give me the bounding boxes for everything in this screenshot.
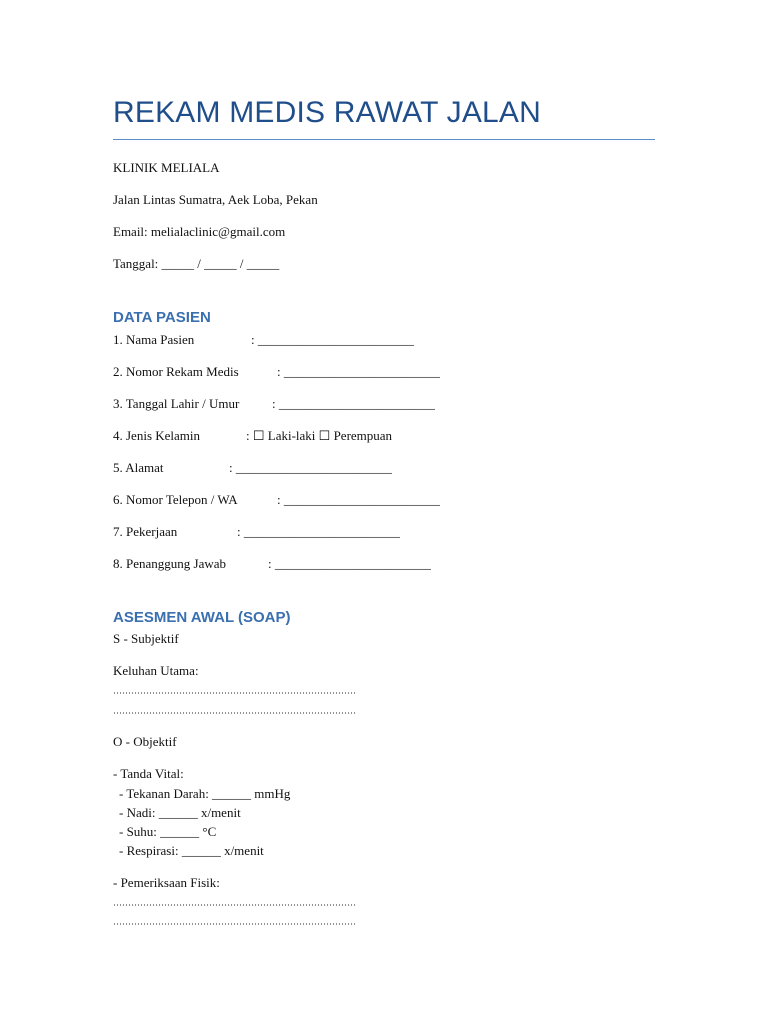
field-label: 1. Nama Pasien [113,332,195,347]
chief-complaint-dotted-line-2[interactable] [113,712,356,714]
field-label: 6. Nomor Telepon / WA [113,492,238,507]
physical-exam-dotted-line-2[interactable] [113,923,356,925]
vital-blood-pressure[interactable]: - Tekanan Darah: ______ mmHg [119,786,291,801]
vital-signs-label: - Tanda Vital: [113,766,184,781]
field-blank[interactable]: : ________________________ [277,492,440,507]
date-line: Tanggal: _____ / _____ / _____ [113,256,280,271]
clinic-address: Jalan Lintas Sumatra, Aek Loba, Pekan [113,192,318,207]
clinic-email: Email: melialaclinic@gmail.com [113,224,286,239]
patient-data-heading: DATA PASIEN [113,309,211,326]
field-label: 8. Penanggung Jawab [113,556,227,571]
field-label: 3. Tanggal Lahir / Umur [113,396,240,411]
soap-heading: ASESMEN AWAL (SOAP) [113,609,291,626]
physical-exam-dotted-line-1[interactable] [113,904,356,906]
physical-exam-label: - Pemeriksaan Fisik: [113,875,220,890]
field-address [113,460,392,476]
field-medical-record-number [113,364,440,380]
field-occupation [113,524,400,540]
field-label: 7. Pekerjaan [113,524,178,539]
field-gender [113,428,392,444]
chief-complaint-dotted-line-1[interactable] [113,692,356,694]
field-blank[interactable]: : ________________________ [229,460,392,475]
field-patient-name [113,332,414,348]
vital-temperature[interactable]: - Suhu: ______ °C [119,824,217,839]
field-label: 5. Alamat [113,460,164,475]
document-title: REKAM MEDIS RAWAT JALAN [113,96,541,129]
field-blank[interactable]: : ________________________ [272,396,435,411]
gender-checkboxes[interactable]: : ☐ Laki-laki ☐ Perempuan [246,428,393,443]
chief-complaint-label: Keluhan Utama: [113,663,199,678]
field-blank[interactable]: : ________________________ [237,524,400,539]
subjective-label: S - Subjektif [113,631,179,646]
field-label: 4. Jenis Kelamin [113,428,201,443]
field-blank[interactable]: : ________________________ [277,364,440,379]
vital-pulse[interactable]: - Nadi: ______ x/menit [119,805,241,820]
title-underline [113,139,655,140]
vital-respiration[interactable]: - Respirasi: ______ x/menit [119,843,264,858]
field-label: 2. Nomor Rekam Medis [113,364,239,379]
field-blank[interactable]: : ________________________ [268,556,431,571]
field-guardian [113,556,431,572]
field-phone [113,492,440,508]
field-blank[interactable]: : ________________________ [251,332,414,347]
field-birthdate-age [113,396,435,412]
objective-label: O - Objektif [113,734,177,749]
clinic-name: KLINIK MELIALA [113,160,220,175]
